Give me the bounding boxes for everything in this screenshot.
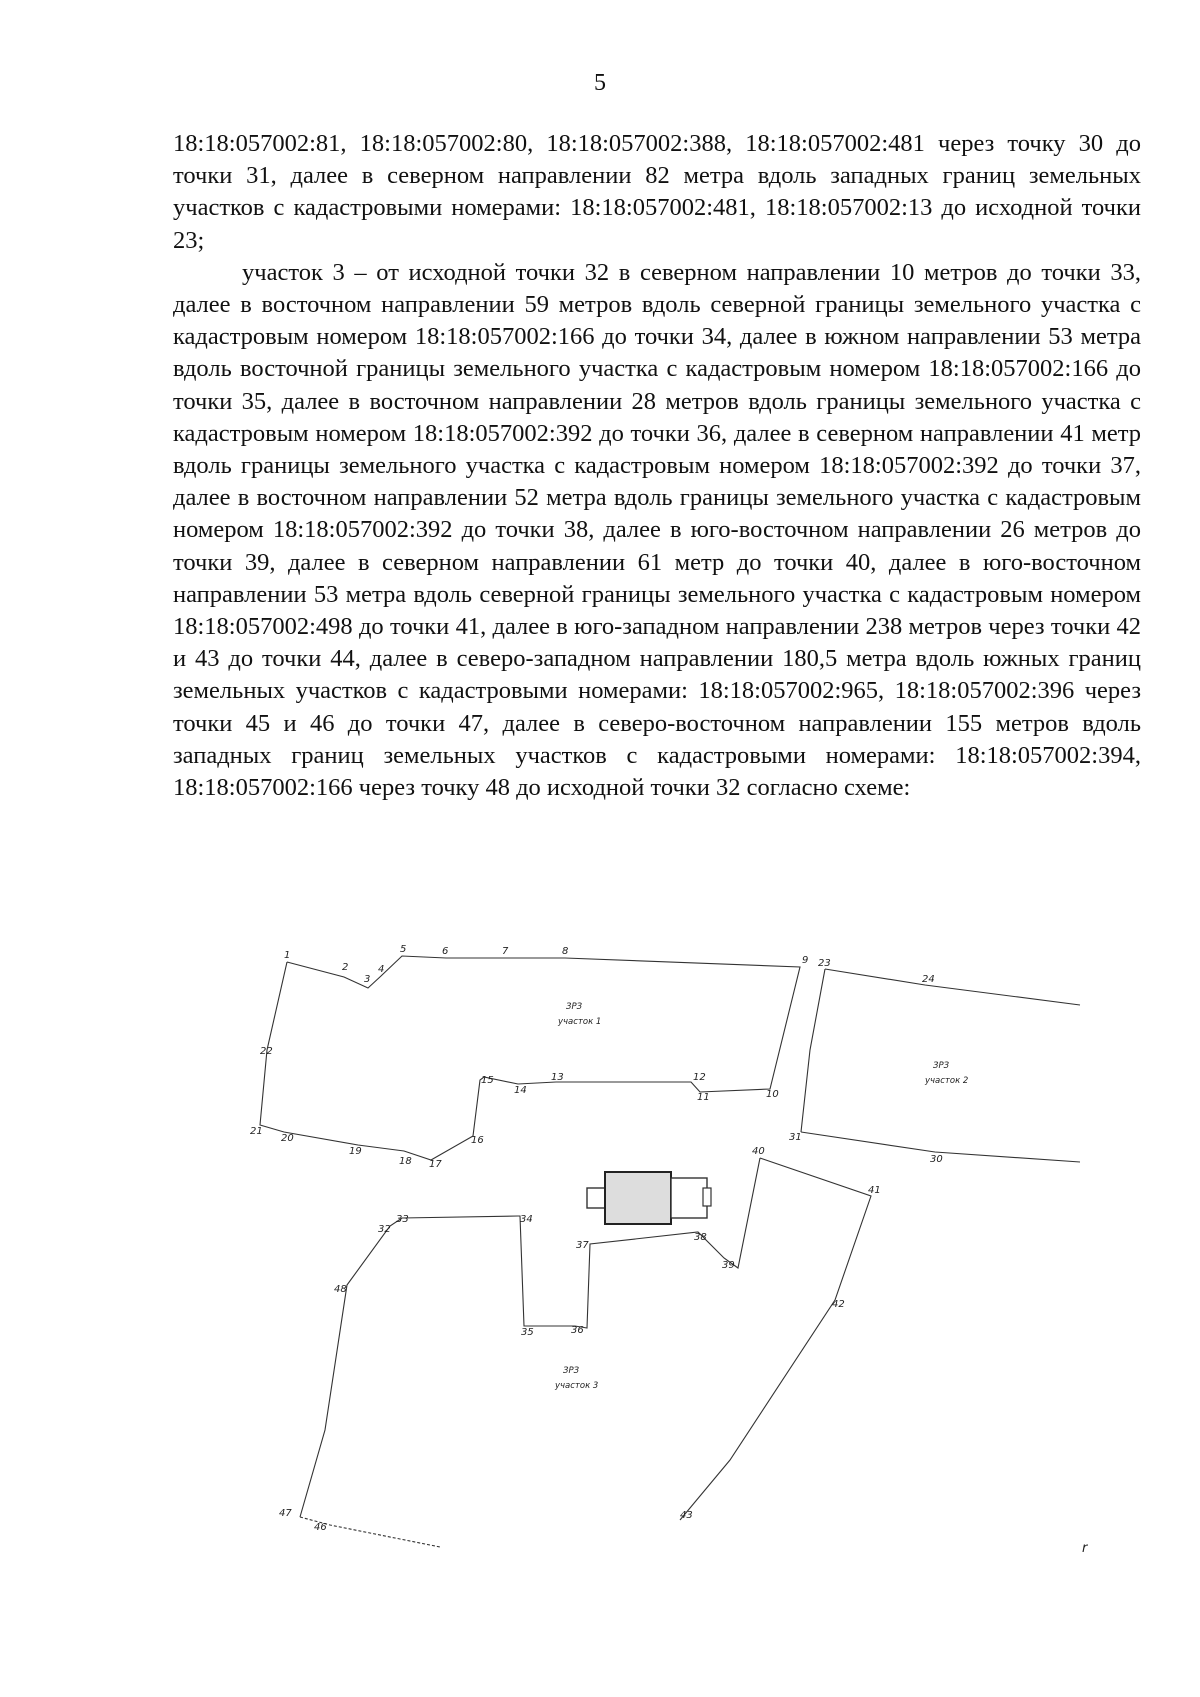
point-label: 11 — [697, 1092, 710, 1103]
point-label: 19 — [349, 1146, 362, 1157]
point-label: 16 — [471, 1135, 484, 1146]
point-label: 21 — [250, 1126, 263, 1137]
point-label: 31 — [789, 1132, 802, 1143]
point-label: 30 — [930, 1154, 943, 1165]
point-label: 2 — [342, 962, 349, 973]
point-label: 1 — [284, 950, 291, 961]
point-label: 32 — [378, 1224, 391, 1235]
point-label: 40 — [752, 1146, 765, 1157]
point-label: 3 — [364, 974, 371, 985]
zone-name-2: участок 2 — [925, 1076, 969, 1086]
point-label: 36 — [571, 1325, 584, 1336]
point-label: 35 — [521, 1327, 534, 1338]
point-label: 6 — [442, 946, 449, 957]
point-label: 13 — [551, 1072, 564, 1083]
point-label: 48 — [334, 1284, 347, 1295]
point-labels — [250, 944, 943, 1533]
point-label: 15 — [481, 1075, 494, 1086]
point-label: 33 — [396, 1214, 409, 1225]
zone-code-3: ЗРЗ — [563, 1366, 580, 1376]
point-label: 22 — [260, 1046, 273, 1057]
zone-name-3: участок 3 — [555, 1381, 599, 1391]
point-label: 18 — [399, 1156, 412, 1167]
building-footprint — [587, 1172, 711, 1224]
paragraph-plot-3: участок 3 – от исходной точки 32 в северном направлении 10 метров до точки 33, далее в восточном направлении 59 метров вдоль северной границы земельного участка с кадастровым номером 18:18:057002:166 до точки 34, далее в южном направлении 53 метра вдоль восточной границы земельного участка с кадастровым номером 18:18:057002:166 до точки 35, далее в восточном направлении 28 метров вдоль границы земельного участка с кадастровым номером 18:18:057002:392 до точки 36, далее в северном направлении 41 метр вдоль границы земельного участка с кадастровым номером 18:18:057002:392 до точки 37, далее в восточном направлении 52 метра вдоль границы земельного участка с кадастровым номером 18:18:057002:392 до точки 38, далее в юго-восточном направлении 26 метров до точки 39, далее в северном направлении 61 метр до точки 40, далее в юго-восточном направлении 53 метра вдоль северной границы земельного участка с кадастровым номером 18:18:057002:498 до точки 41, далее в юго-западном направлении 238 метров через точки 42 и 43 до точки 44, далее в северо-западном направлении 180,5 метра вдоль южных границ земельных участков с кадастровыми номерами: 18:18:057002:965, 18:18:057002:396 через точки 45 и 46 до точки 47, далее в северо-восточном направлении 155 метров вдоль западных границ земельных участков с кадастровыми номерами: 18:18:057002:394, 18:18:057002:166 через точку 48 до исходной точки 32 согласно схеме: — [173, 258, 1141, 802]
point-label: 42 — [832, 1299, 845, 1310]
zone-code-1: ЗРЗ — [566, 1002, 583, 1012]
point-label: 24 — [922, 974, 935, 985]
plot-2-boundary-west — [801, 969, 825, 1132]
paragraph-continuation: 18:18:057002:81, 18:18:057002:80, 18:18:057002:388, 18:18:057002:481 через точку 30 до точки 31, далее в северном направлении 82 метра вдоль западных границ земельных участков с кадастровыми номерами: 18:18:057002:481, 18:18:057002:13 до исходной точки 23; — [173, 130, 1141, 254]
stray-mark: r — [1082, 1541, 1088, 1556]
point-label: 39 — [722, 1260, 735, 1271]
point-label: 5 — [400, 944, 407, 955]
point-label: 38 — [694, 1232, 707, 1243]
point-label: 12 — [693, 1072, 706, 1083]
point-label: 9 — [802, 955, 809, 966]
point-label: 14 — [514, 1085, 527, 1096]
point-label: 17 — [429, 1159, 442, 1170]
point-label: 41 — [868, 1185, 881, 1196]
point-label: 4 — [378, 964, 385, 975]
point-label: 20 — [281, 1133, 294, 1144]
plot-1-boundary — [260, 956, 800, 1160]
page-number: 5 — [594, 70, 606, 96]
point-label: 37 — [576, 1240, 589, 1251]
point-label: 34 — [520, 1214, 533, 1225]
plot-2-boundary-north — [825, 969, 1080, 1005]
point-label: 23 — [818, 958, 831, 969]
point-label: 10 — [766, 1089, 779, 1100]
zone-code-2: ЗРЗ — [933, 1061, 950, 1071]
plot-3-boundary — [680, 1158, 871, 1520]
point-label: 7 — [502, 946, 509, 957]
zone-name-1: участок 1 — [558, 1017, 602, 1027]
point-label: 46 — [314, 1522, 327, 1533]
point-label: 43 — [680, 1510, 693, 1521]
point-label: 47 — [279, 1508, 292, 1519]
point-label: 8 — [562, 946, 569, 957]
